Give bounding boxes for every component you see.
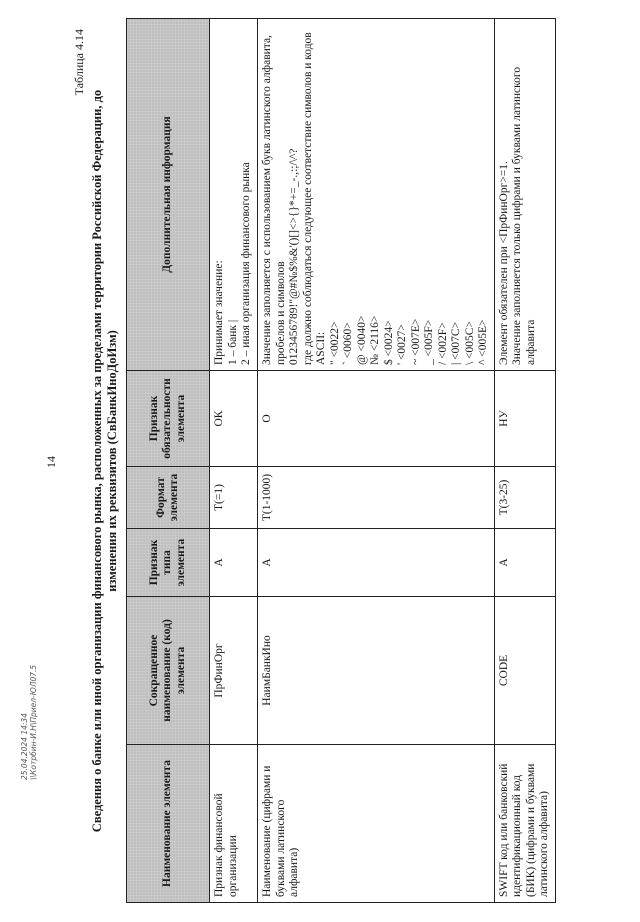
info-line: | <007C>	[450, 321, 462, 365]
cell-info	[210, 19, 258, 371]
cell-format: T(=1)	[210, 467, 258, 529]
info-line: Элемент обязателен при <ПрФинОрг>=1.	[497, 161, 510, 365]
title-line-1: Сведения о банке или иной организации финансового рынка, расположенных за пределами территории Российской Федерации, до	[90, 89, 104, 833]
table-row	[494, 19, 555, 903]
print-stamp	[20, 665, 38, 780]
cell-name: Признак финансовой организации	[210, 745, 258, 903]
cell-info	[258, 19, 495, 371]
header-element-type: Признак типа элемента	[127, 529, 210, 597]
page-number: 14	[44, 456, 58, 468]
cell-type: А	[494, 529, 555, 597]
table-header-row	[127, 19, 210, 903]
info-line: где должно соблюдаться следующее соответствие символов и кодов ASCII:	[301, 32, 327, 365]
cell-format: T(3-25)	[494, 467, 555, 529]
info-line: 2 – иная организация финансового рынка	[240, 162, 252, 365]
info-line: ` <0060>	[342, 322, 354, 365]
cell-required: О	[258, 371, 495, 467]
cell-info	[494, 19, 555, 371]
info-line: 0123456789!"@#№$%&'()[]<>{}*+=_-.,:;/\^?	[288, 148, 300, 365]
header-element-format: Формат элемента	[127, 467, 210, 529]
header-element-required: Признак обязательности элемента	[127, 371, 210, 467]
cell-type: А	[210, 529, 258, 597]
cell-code: CODE	[494, 597, 555, 745]
cell-format: T(1-1000)	[258, 467, 495, 529]
document-title	[90, 19, 120, 903]
table-caption: Таблица 4.14	[72, 29, 86, 96]
table-row	[258, 19, 495, 903]
header-element-name: Наименование элемента	[127, 745, 210, 903]
info-line: ^ <005E>	[477, 319, 489, 365]
info-line: \ <005C>	[463, 321, 476, 365]
rotated-page-content	[70, 19, 590, 903]
table-row	[210, 19, 258, 903]
info-line: / <002F>	[436, 322, 449, 365]
info-line: Принимает значение:	[213, 260, 225, 365]
info-line: Значение заполняется с использованием букв латинского алфавита, пробелов и символов	[261, 35, 287, 365]
info-line: 1 – банк |	[226, 319, 239, 365]
title-line-2: изменения их реквизитов (СвБанкИноДоИзм)	[105, 330, 119, 592]
info-line: @ <0040>	[355, 315, 368, 365]
stamp-date: 25.04.2024 14:34	[20, 713, 29, 780]
cell-name: SWIFT код или банковский идентификационный код (БИК) (цифрами и буквами латинского алфавита)	[494, 745, 555, 903]
info-line: $ <0024>	[382, 320, 395, 365]
cell-required: ОК	[210, 371, 258, 467]
info-line: _ <005F>	[423, 319, 435, 365]
cell-code: ПрФинОрг	[210, 597, 258, 745]
elements-table	[126, 18, 556, 903]
info-line: № <2116>	[369, 315, 381, 365]
info-line: ' <0027>	[396, 324, 408, 365]
cell-required: НУ	[494, 371, 555, 467]
cell-type: А	[258, 529, 495, 597]
header-element-code: Сокращенное наименование (код) элемента	[127, 597, 210, 745]
stamp-path: \\Котрбин-И.Н\Приел-ЮЛ07.5	[29, 664, 38, 780]
info-line: Значение заполняется только цифрами и буквами латинского алфавита	[511, 66, 537, 365]
cell-code: НаимБанкИно	[258, 597, 495, 745]
info-line: ~ <007E>	[409, 318, 422, 365]
header-additional-info: Дополнительная информация	[127, 19, 210, 371]
info-line: " <0022>	[328, 321, 341, 365]
cell-name: Наименование (цифрами и буквами латинского алфавита)	[258, 745, 495, 903]
